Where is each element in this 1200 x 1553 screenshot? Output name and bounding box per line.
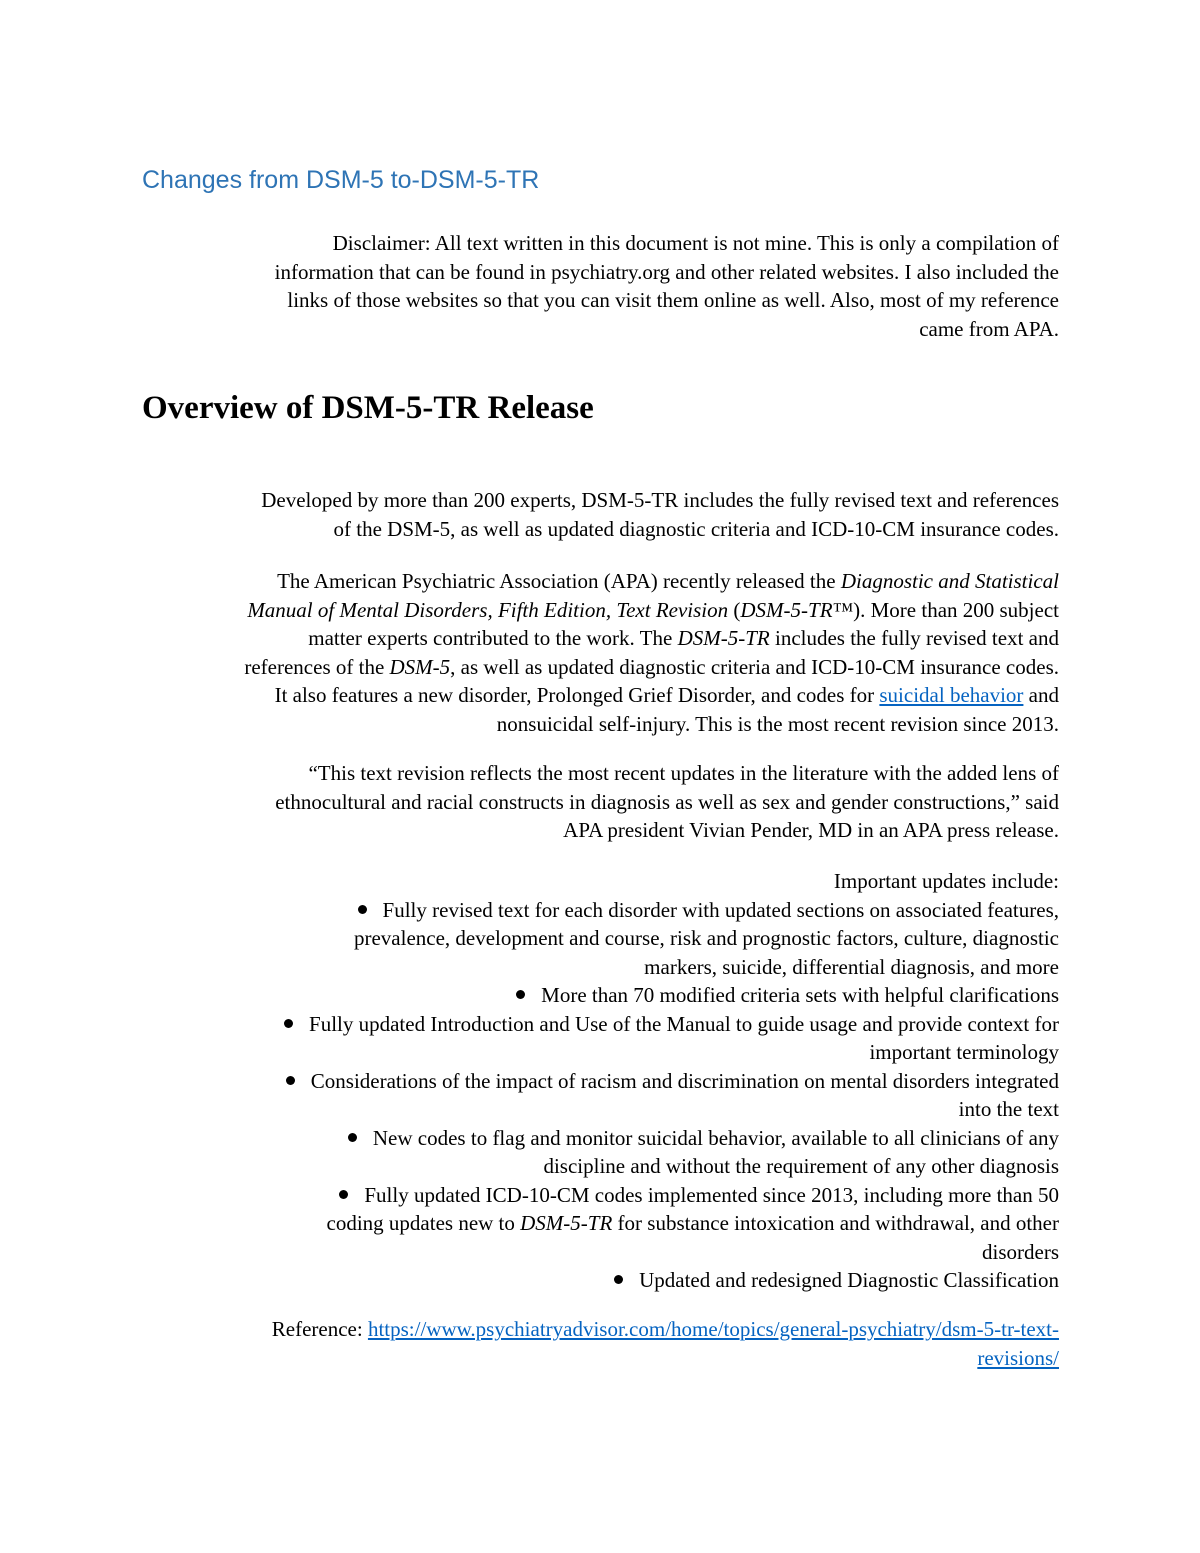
text-run: matter experts contributed to the work. The	[308, 626, 678, 650]
italic-text: DSM-5-TR™	[740, 597, 854, 622]
italic-text: Diagnostic and Statistical	[840, 569, 1059, 593]
italic-text: Manual of Mental Disorders, Fifth Edition, Text Revision	[247, 597, 729, 622]
bullet-icon	[358, 905, 367, 914]
italic-text: DSM-5-TR	[677, 626, 770, 650]
important-updates	[142, 867, 1059, 1295]
text-line: Developed by more than 200 experts, DSM-5-TR includes the fully revised text and references	[261, 488, 1059, 512]
text-run: Updated and redesigned Diagnostic Classification	[639, 1268, 1059, 1292]
updates-list	[142, 896, 1059, 1295]
italic-text: DSM-5-TR	[520, 1211, 613, 1235]
text-run: Fully revised text for each disorder with updated sections on associated features,	[382, 897, 1059, 922]
text-line	[142, 1010, 1059, 1039]
text-line	[142, 1266, 1059, 1295]
section-heading: Overview of DSM-5-TR Release	[142, 390, 594, 426]
updates-label: Important updates include:	[833, 869, 1059, 893]
list-item	[142, 981, 1059, 1010]
text-line	[142, 1181, 1059, 1210]
text-line: APA president Vivian Pender, MD in an APA press release.	[563, 818, 1059, 842]
reference-link[interactable]: https://www.psychiatryadvisor.com/home/topics/general-psychiatry/dsm-5-tr-text-	[367, 1317, 1059, 1341]
text-run: for substance intoxication and withdrawal, and other	[612, 1211, 1059, 1235]
text-line	[142, 681, 1059, 710]
document-title: Changes from DSM-5 to-DSM-5-TR	[142, 166, 540, 194]
text-line	[142, 1124, 1059, 1153]
text-run: , as well as updated diagnostic criteria and ICD-10-CM insurance codes.	[450, 654, 1059, 679]
disclaimer-paragraph	[142, 229, 1059, 343]
text-line	[142, 896, 1059, 925]
text-line: disorders	[982, 1239, 1059, 1264]
text-line	[142, 981, 1059, 1010]
text-run: New codes to flag and monitor suicidal behavior, available to all clinicians of any	[372, 1125, 1059, 1150]
text-line	[142, 1209, 1059, 1238]
text-line	[142, 1315, 1059, 1344]
text-line: important terminology	[869, 1040, 1059, 1064]
text-run: Fully updated ICD-10-CM codes implemented since 2013, including more than 50	[364, 1182, 1059, 1207]
text-line: Disclaimer: All text written in this document is not mine. This is only a compilation of	[332, 231, 1059, 255]
text-line: nonsuicidal self-injury. This is the most recent revision since 2013.	[496, 711, 1059, 736]
quote-paragraph	[142, 759, 1059, 845]
bullet-icon	[614, 1275, 623, 1284]
text-run: Fully updated Introduction and Use of the Manual to guide usage and provide context for	[309, 1011, 1059, 1036]
reference-paragraph	[142, 1315, 1059, 1372]
suicidal-behavior-link[interactable]: suicidal behavior	[879, 683, 1024, 707]
reference-label: Reference:	[271, 1317, 368, 1341]
text-run: It also features a new disorder, Prolonged Grief Disorder, and codes for	[274, 683, 880, 707]
text-run: Considerations of the impact of racism and discrimination on mental disorders integrated	[310, 1068, 1059, 1093]
text-run: includes the fully revised text and	[769, 626, 1059, 650]
text-line: “This text revision reflects the most recent updates in the literature with the added lens of	[308, 761, 1059, 785]
text-line	[142, 596, 1059, 625]
text-line: ethnocultural and racial constructs in diagnosis as well as sex and gender constructions,” said	[275, 789, 1059, 814]
italic-text: DSM-5	[389, 654, 451, 679]
bullet-icon	[286, 1076, 295, 1085]
intro-paragraph	[142, 486, 1059, 543]
text-line: into the text	[958, 1097, 1059, 1121]
text-line	[142, 653, 1059, 682]
list-item	[142, 1181, 1059, 1267]
bullet-icon	[348, 1133, 357, 1142]
text-line	[142, 1344, 1059, 1373]
text-line: discipline and without the requirement of any other diagnosis	[543, 1154, 1059, 1178]
bullet-icon	[284, 1019, 293, 1028]
text-line: links of those websites so that you can visit them online as well. Also, most of my reference	[287, 288, 1059, 312]
text-run: coding updates new to	[326, 1211, 521, 1235]
list-item	[142, 1266, 1059, 1295]
bullet-icon	[339, 1190, 348, 1199]
text-line: information that can be found in psychiatry.org and other related websites. I also included the	[274, 259, 1059, 284]
text-run: The American Psychiatric Association (APA) recently released the	[277, 569, 841, 593]
list-item	[142, 1067, 1059, 1124]
list-item	[142, 1010, 1059, 1067]
reference-link-continued[interactable]: revisions/	[977, 1345, 1059, 1370]
list-item	[142, 896, 1059, 982]
text-line: of the DSM-5, as well as updated diagnostic criteria and ICD-10-CM insurance codes.	[333, 516, 1059, 541]
text-line: came from APA.	[919, 316, 1059, 341]
text-line	[142, 567, 1059, 596]
text-line	[142, 624, 1059, 653]
text-run: More than 70 modified criteria sets with helpful clarifications	[541, 983, 1059, 1007]
text-run: (	[728, 597, 741, 622]
text-run: ). More than 200 subject	[853, 597, 1059, 622]
list-item	[142, 1124, 1059, 1181]
text-line	[142, 1067, 1059, 1096]
bullet-icon	[516, 990, 525, 999]
text-line: markers, suicide, differential diagnosis, and more	[644, 954, 1059, 979]
text-run: and	[1023, 683, 1059, 707]
text-run: references of the	[244, 654, 390, 679]
apa-release-paragraph	[142, 567, 1059, 738]
text-line: prevalence, development and course, risk and prognostic factors, culture, diagnostic	[353, 926, 1059, 950]
